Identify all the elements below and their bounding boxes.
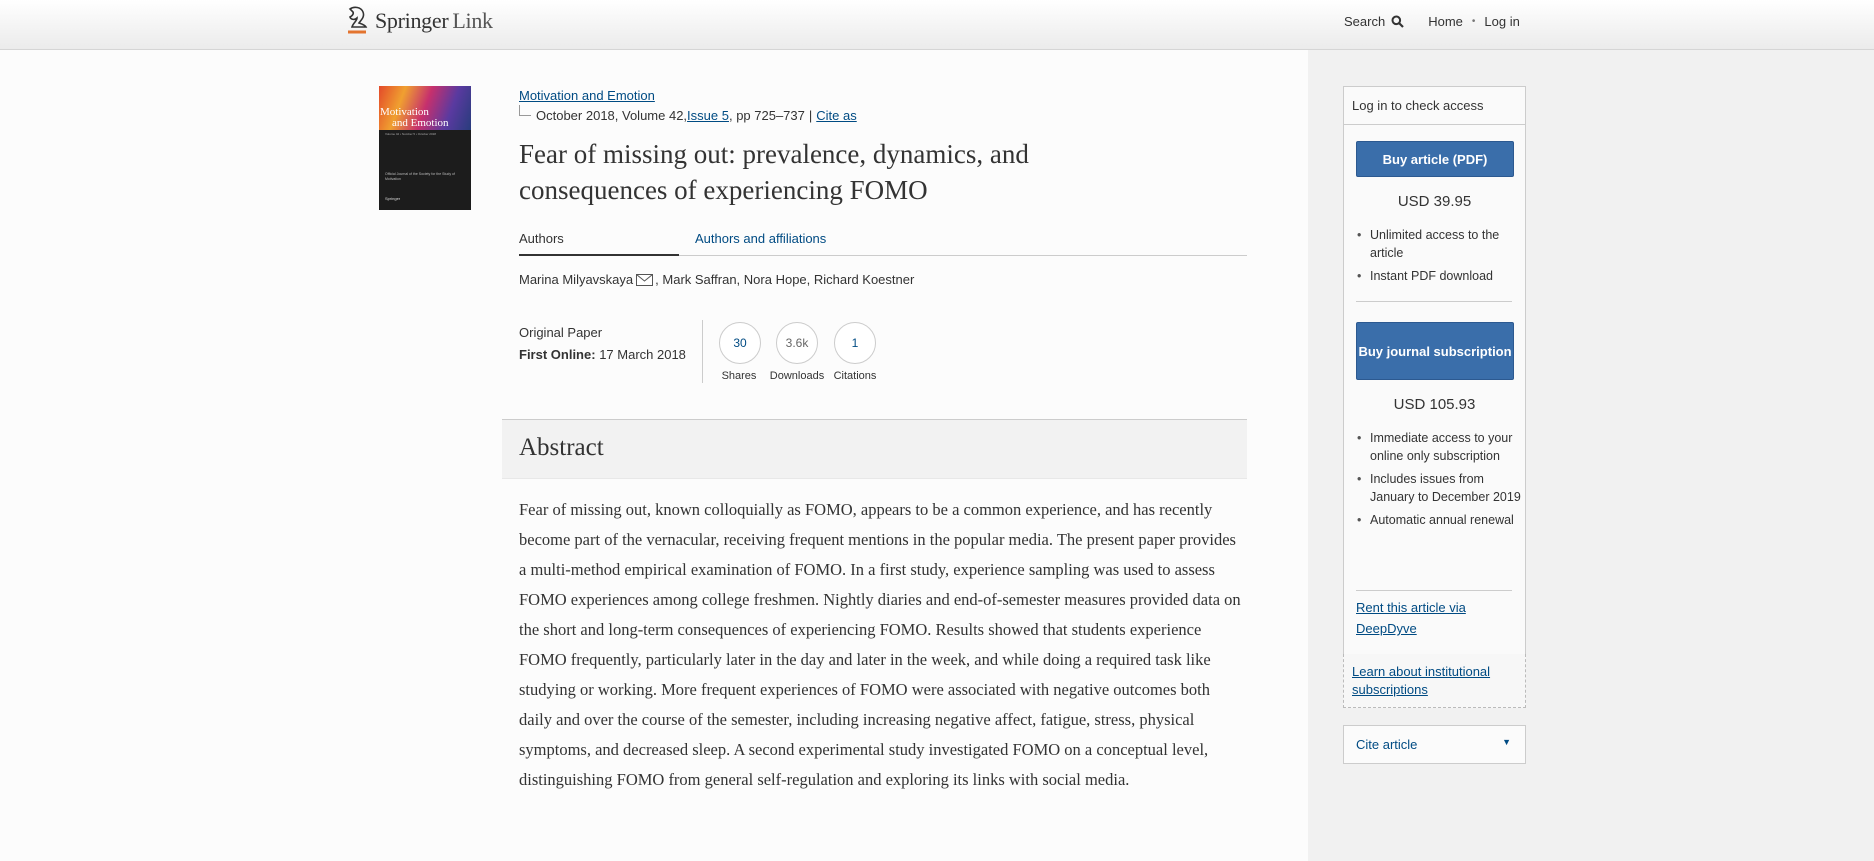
author-name[interactable]: Marina Milyavskaya [519,272,634,287]
feature-item: • Automatic annual renewal [1370,511,1525,529]
citations-label: Citations [833,370,877,382]
subscription-price: USD 105.93 [1393,396,1476,413]
article-type: Original Paper [519,325,603,340]
citations-count[interactable]: 1 [834,322,876,364]
logo-product: Link [452,8,493,33]
article-features [1356,226,1525,290]
login-link[interactable]: Log in [1484,14,1520,29]
cite-article-dropdown[interactable] [1343,725,1526,764]
chevron-down-icon: ▼ [1502,737,1511,747]
issue-separator: | [808,108,813,123]
cite-as-link[interactable]: Cite as [816,108,857,123]
logo-text [375,8,493,34]
meta-divider [702,320,703,383]
divider [1356,590,1512,591]
institutional-subscriptions-link[interactable]: Learn about institutional subscriptions [1352,664,1491,697]
journal-link[interactable]: Motivation and Emotion [519,88,655,103]
subscription-features [1356,429,1525,534]
header-nav [1344,14,1520,29]
divider [1356,301,1512,302]
buy-article-button[interactable]: Buy article (PDF) [1356,141,1514,177]
cover-subtitle: Volume 42 • Number 5 • October 2018 [385,132,436,136]
downloads-label: Downloads [769,370,825,382]
issue-link[interactable]: Issue 5 [687,108,729,123]
article-meta [519,322,686,366]
search-label: Search [1344,14,1386,29]
home-link[interactable]: Home [1428,14,1463,29]
email-icon[interactable] [636,274,653,286]
tab-authors-and-affiliations[interactable]: Authors and affiliations [695,231,827,246]
first-online [519,344,686,366]
page-range: , pp 725–737 [728,108,805,123]
downloads-count: 3.6k [776,322,818,364]
buy-subscription-button[interactable]: Buy journal subscription [1356,322,1514,380]
abstract-heading: Abstract [519,434,604,461]
springer-horse-icon [344,5,370,37]
site-header [0,0,1874,50]
feature-item: • Unlimited access to the article [1370,226,1525,262]
cite-article-label: Cite article [1356,737,1418,752]
springer-link-logo[interactable] [344,5,493,37]
cover-title-line2: and Emotion [392,117,449,129]
feature-item: • Instant PDF download [1370,267,1525,285]
issue-date-volume: October 2018, Volume 42, [536,108,688,123]
first-online-date: 17 March 2018 [599,347,686,362]
first-online-label: First Online: [519,347,596,362]
nav-separator: • [1471,16,1476,27]
author-tabs [519,231,1247,256]
issue-info [519,108,857,123]
tab-authors[interactable]: Authors [519,231,679,256]
feature-item: • Immediate access to your online only subscription [1370,429,1525,465]
institutional-box [1343,654,1526,708]
author-list [519,272,914,287]
tree-connector [519,105,531,116]
article-title: Fear of missing out: prevalence, dynamics, and consequences of experiencing FOMO [519,139,1029,205]
access-panel [1343,86,1526,656]
abstract-header [502,419,1247,479]
cover-society: Official Journal of the Society for the Study of Motivation [385,172,455,181]
search-button[interactable] [1344,14,1404,29]
metric-citations [831,322,879,382]
abstract-text: Fear of missing out, known colloquially as FOMO, appears to be a common experience, and has recently become part of the vernacular, receiving frequent mentions in the popular media. The present paper provides a multi-method empirical examination of FOMO. In a first study, experience sampling was used to assess FOMO experiences among college freshmen. Nightly diaries and end-of-semester measures provided data on the short and long-term consequences of experiencing FOMO. Results showed that students experience FOMO frequently, particularly later in the day and later in the week, and while doing a required task like studying or working. More frequent experiences of FOMO were associated with negative outcomes both daily and over the course of the semester, including increasing negative affect, fatigue, stress, physical symptoms, and decreased sleep. A second experimental study investigated FOMO on a conceptual level, distinguishing FOMO from general self-regulation and exploring its links with social media. [519,500,1241,789]
metric-shares [719,322,759,382]
shares-count[interactable]: 30 [719,322,761,364]
logo-brand: Springer [375,8,449,33]
feature-item: • Includes issues from January to December 2019 [1370,470,1525,506]
rent-deepdyve-link[interactable]: Rent this article via DeepDyve [1356,600,1466,636]
metric-downloads [769,322,825,382]
shares-label: Shares [721,370,757,382]
access-title: Log in to check access [1344,87,1525,125]
search-icon [1391,15,1404,28]
cover-publisher: Springer [385,196,401,201]
journal-cover-image[interactable] [379,86,471,210]
article-price: USD 39.95 [1397,193,1472,210]
other-authors[interactable]: , Mark Saffran, Nora Hope, Richard Koestner [655,272,915,287]
cover-title-line1: Motivation [380,106,429,118]
